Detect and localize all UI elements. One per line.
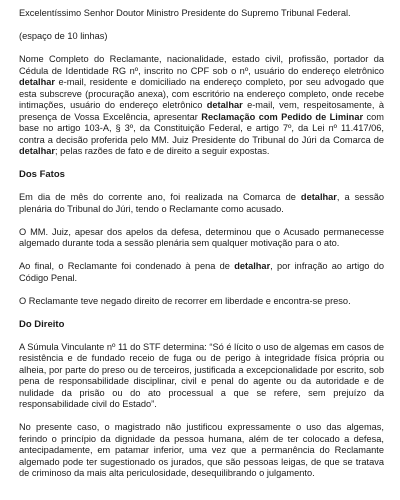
intro-bold-3: Reclamação com Pedido de Liminar: [201, 111, 364, 122]
intro-text-5: ; pelas razões de fato e de direito a seguir expostas.: [54, 146, 270, 156]
fatos-paragraph-3: [19, 261, 384, 284]
fatos3-text-2: , por infração ao artigo do Código Penal.: [19, 261, 384, 283]
intro-bold-4: detalhar: [19, 146, 55, 156]
intro-text-1: Nome Completo do Reclamante, nacionalidade, estado civil, profissão, portador da Cédula de Identidade RG nº, inscrito no CPF sob o nº, usuário do endereço eletrônico: [19, 54, 384, 76]
fatos-paragraph-4: O Reclamante teve negado direito de recorrer em liberdade e encontra-se preso.: [19, 295, 351, 306]
fatos-paragraph-2: O MM. Juiz, apesar dos apelos da defesa, determinou que o Acusado permanecesse algemado durante toda a sessão plenária sem qualquer motivação para o ato.: [19, 226, 384, 248]
direito-paragraph-1: A Súmula Vinculante nº 11 do STF determina: “Só é lícito o uso de algemas em casos de resistência e de fundado receio de fuga ou de perigo à integridade física própria ou alheia, por parte do preso ou de terceiros, justificada a excepcionalidade por escrito, sob pena de responsabilidade disciplinar, civil e penal do agente ou da autoridade e de nulidade da prisão ou do ato processual a que se refere, sem prejuízo da responsabilidade civil do Estado”.: [19, 341, 384, 409]
fatos3-text-1: Ao final, o Reclamante foi condenado à pena de: [19, 261, 235, 271]
intro-paragraph: [19, 54, 384, 158]
fatos3-bold: detalhar: [234, 261, 271, 271]
fatos1-bold: detalhar: [300, 192, 337, 202]
fatos1-text-2: , a sessão plenária do Tribunal do Júri, tendo o Reclamante como acusado.: [19, 192, 384, 214]
direito-paragraph-2: No presente caso, o magistrado não justificou expressamente o uso das algemas, ferindo o princípio da dignidade da pessoa humana, além de ter colocado a defesa, antecipadamente, em patamar inferior, uma vez que a permanência do Reclamante algemado pode ter sugestionado os jurados, que são pessoas leigas, de que se tratava de criminoso da mais alta periculosidade, desequilibrando o julgamento.: [19, 422, 384, 478]
intro-text-4: com base no artigo 103-A, § 3º, da Constituição Federal, e artigo 7º, da Lei nº 11.417/06, contra a decisão proferida pelo MM. Juiz Presidente do Tribunal do Júri da Comarca de: [19, 111, 384, 145]
spacing-note: (espaço de 10 linhas): [19, 31, 108, 41]
intro-text-3: e-mail, vem, respeitosamente, à presença de Vossa Excelência, apresentar: [19, 100, 384, 122]
intro-text-2: e-mail, residente e domiciliado na endereço completo, por seu advogado que esta subscreve (procuração anexa), com escritório na endereço completo, onde recebe intimações, usuário do endereço eletrônico: [19, 77, 384, 110]
section-heading-direito: Do Direito: [19, 318, 65, 330]
fatos1-text-1: Em dia de mês do corrente ano, foi realizada na Comarca de: [19, 192, 301, 202]
intro-bold-1: detalhar: [19, 77, 55, 87]
fatos-paragraph-1: [19, 192, 384, 215]
intro-bold-2: detalhar: [206, 100, 243, 110]
section-heading-fatos: Dos Fatos: [19, 169, 65, 180]
salutation: Excelentíssimo Senhor Doutor Ministro Presidente do Supremo Tribunal Federal.: [19, 8, 351, 18]
